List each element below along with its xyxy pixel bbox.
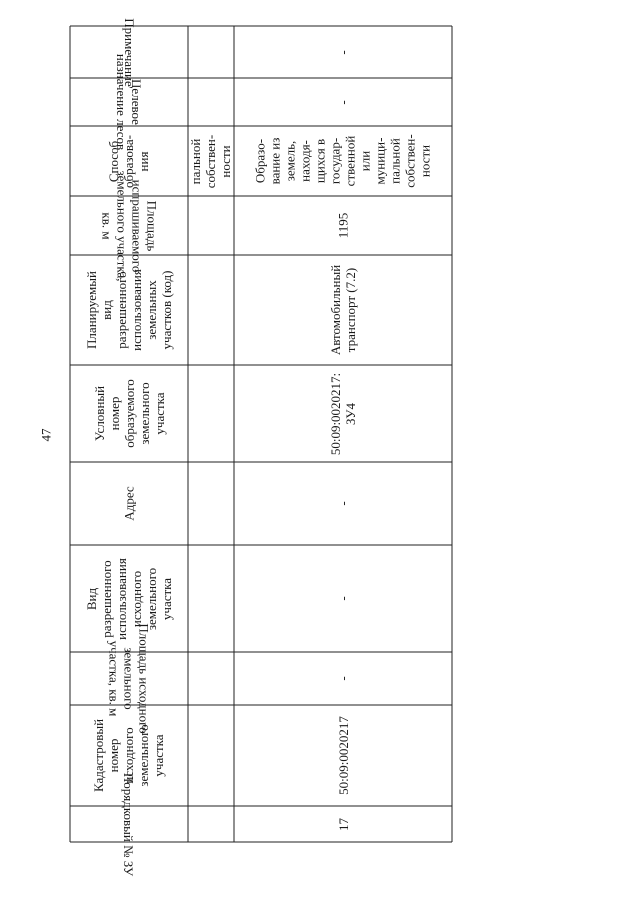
row-conditional-number: 50:09:0020217: ЗУ4: [328, 372, 358, 455]
header-use-type-source: Вид разрешенного использования исходного земельного участка: [84, 557, 174, 640]
header-method: Способ образова- ния: [106, 134, 152, 188]
row-area-requested: 1195: [335, 212, 351, 239]
header-address: Адрес: [121, 486, 137, 521]
header-area-source: Площадь исходного земельного участка, кв. м: [106, 623, 152, 734]
header-serial-number: Порядковый № ЗУ: [121, 772, 137, 876]
header-area-requested: Площадь испрашиваемого земельного участка, кв. м: [99, 170, 159, 281]
header-conditional-number: Условный номер образуемого земельного участка: [91, 379, 167, 448]
header-forest-purpose: Целевое назначение лесов: [114, 53, 144, 151]
header-notes: Примечание: [121, 17, 137, 87]
row-use-type-source: -: [335, 596, 351, 601]
row-method: Образо- вание из земель, находя- щихся в государ- ственной или муници- пальной собствен- ности: [253, 134, 433, 188]
header-planned-use: Планируемый вид разрешенного использования земельных участков (код): [84, 269, 174, 351]
row-cadastral-number: 50:09:0020217: [335, 716, 351, 795]
page-number: 47: [38, 428, 53, 442]
row-notes: -: [335, 49, 351, 55]
header-cadastral-number: Кадастровый номер исходного земельного участка: [91, 718, 167, 793]
carryover-method-text: пальной собствен- ности: [188, 134, 234, 188]
row-forest-purpose: -: [335, 99, 351, 105]
row-area-source: -: [335, 676, 351, 681]
row-serial-number: 17: [335, 817, 351, 831]
row-planned-use: Автомобильный транспорт (7.2): [327, 264, 358, 356]
row-address: -: [335, 501, 351, 506]
